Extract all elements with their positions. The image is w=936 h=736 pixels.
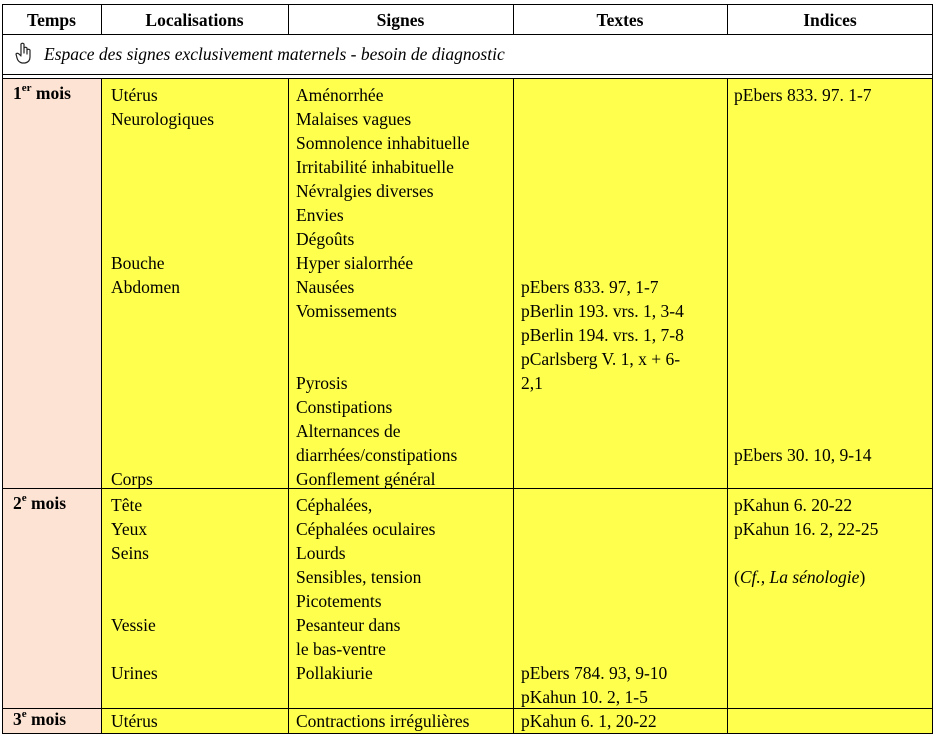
localisation-entry: Urines bbox=[111, 663, 158, 683]
signe-entry: Névralgies diverses bbox=[296, 181, 434, 201]
month-label-1: 1er mois bbox=[13, 82, 71, 103]
signe-entry: Pesanteur dans bbox=[296, 615, 401, 635]
signes-cell-3 bbox=[288, 709, 513, 733]
indice-entry: pEbers 30. 10, 9-14 bbox=[734, 445, 872, 465]
indices-cell-1 bbox=[727, 79, 933, 489]
signe-entry: Aménorrhée bbox=[296, 85, 384, 105]
texte-entry: pEbers 833. 97, 1-7 bbox=[521, 277, 659, 297]
textes-cell-1 bbox=[513, 79, 727, 489]
header-localisations: Localisations bbox=[145, 10, 244, 30]
indices-cell-3 bbox=[727, 709, 933, 733]
signe-entry: diarrhées/constipations bbox=[296, 445, 458, 465]
indice-entry: pKahun 16. 2, 22-25 bbox=[734, 519, 879, 539]
indice-entry: pEbers 833. 97. 1-7 bbox=[734, 85, 872, 105]
signe-entry: Alternances de bbox=[296, 421, 401, 441]
month-row-1 bbox=[2, 78, 933, 489]
month-row-3 bbox=[2, 708, 933, 734]
signes-cell-2 bbox=[288, 489, 513, 709]
month-label-3: 3e mois bbox=[13, 708, 67, 729]
texte-entry: pEbers 784. 93, 9-10 bbox=[521, 663, 668, 683]
signe-entry: Gonflement général bbox=[296, 469, 436, 489]
signe-entry: Envies bbox=[296, 205, 344, 225]
signe-entry: Somnolence inhabituelle bbox=[296, 133, 470, 153]
textes-cell-3 bbox=[513, 709, 727, 733]
signe-entry: Céphalées, bbox=[296, 495, 373, 515]
header-signes: Signes bbox=[376, 10, 425, 30]
localisations-cell-3 bbox=[101, 709, 288, 733]
texte-entry: pKahun 6. 1, 20-22 bbox=[521, 711, 657, 731]
localisation-entry: Corps bbox=[111, 469, 153, 489]
note-row bbox=[2, 34, 933, 75]
textes-cell-2 bbox=[513, 489, 727, 709]
localisation-entry: Seins bbox=[111, 543, 149, 563]
localisation-entry: Neurologiques bbox=[111, 109, 215, 129]
texte-entry: pKahun 10. 2, 1-5 bbox=[521, 687, 648, 707]
indices-reference: (Cf., La sénologie) bbox=[734, 567, 866, 587]
signe-entry: Pollakiurie bbox=[296, 663, 373, 683]
temps-cell-1 bbox=[2, 79, 101, 489]
texte-entry: 2,1 bbox=[521, 373, 543, 393]
signe-entry: Irritabilité inhabituelle bbox=[296, 157, 454, 177]
signe-entry: Céphalées oculaires bbox=[296, 519, 436, 539]
localisation-entry: Utérus bbox=[111, 711, 158, 731]
signe-entry: Lourds bbox=[296, 543, 346, 563]
signe-entry: Dégoûts bbox=[296, 229, 355, 249]
indice-entry: pKahun 6. 20-22 bbox=[734, 495, 853, 515]
signe-entry: Vomissements bbox=[296, 301, 397, 321]
temps-cell-2 bbox=[2, 489, 101, 709]
localisation-entry: Utérus bbox=[111, 85, 158, 105]
header-temps: Temps bbox=[27, 10, 76, 30]
signes-cell-1 bbox=[288, 79, 513, 489]
signe-entry: Contractions irrégulières bbox=[296, 711, 470, 731]
signe-entry: Constipations bbox=[296, 397, 393, 417]
localisation-entry: Yeux bbox=[111, 519, 148, 539]
localisation-entry: Tête bbox=[111, 495, 143, 515]
signe-entry: Picotements bbox=[296, 591, 382, 611]
indices-cell-2 bbox=[727, 489, 933, 709]
texte-entry: pBerlin 194. vrs. 1, 7-8 bbox=[521, 325, 684, 345]
localisations-cell-2 bbox=[101, 489, 288, 709]
temps-cell-3 bbox=[2, 709, 101, 733]
note-text: Espace des signes exclusivement maternels - besoin de diagnostic bbox=[44, 44, 505, 64]
localisations-cell-1 bbox=[101, 79, 288, 489]
signe-entry: Nausées bbox=[296, 277, 355, 297]
pointing-hand-icon bbox=[14, 42, 32, 64]
localisation-entry: Bouche bbox=[111, 253, 165, 273]
signe-entry: Hyper sialorrhée bbox=[296, 253, 414, 273]
texte-entry: pCarlsberg V. 1, x + 6- bbox=[521, 349, 681, 369]
signe-entry: Pyrosis bbox=[296, 373, 348, 393]
texte-entry: pBerlin 193. vrs. 1, 3-4 bbox=[521, 301, 684, 321]
header-textes: Textes bbox=[596, 10, 644, 30]
localisation-entry: Abdomen bbox=[111, 277, 181, 297]
month-label-2: 2e mois bbox=[13, 492, 67, 513]
signe-entry: le bas-ventre bbox=[296, 639, 386, 659]
header-indices: Indices bbox=[803, 10, 857, 30]
localisation-entry: Vessie bbox=[111, 615, 156, 635]
signe-entry: Sensibles, tension bbox=[296, 567, 422, 587]
month-row-2 bbox=[2, 488, 933, 709]
signe-entry: Malaises vagues bbox=[296, 109, 412, 129]
header-row bbox=[2, 4, 933, 35]
